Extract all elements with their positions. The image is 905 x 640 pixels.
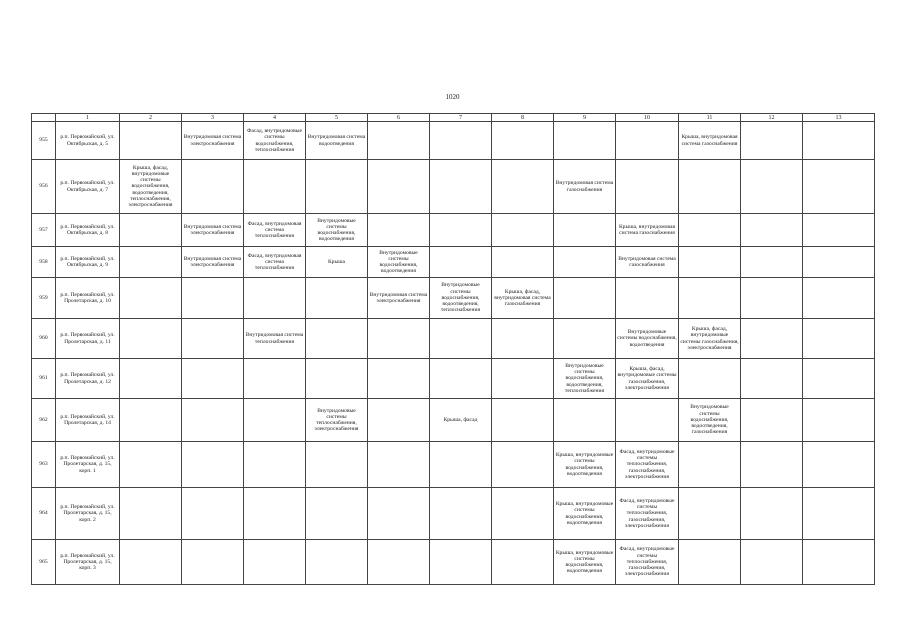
- work-cell: [741, 488, 803, 540]
- work-cell: [741, 399, 803, 442]
- work-cell: [803, 122, 875, 160]
- work-cell: [554, 319, 616, 359]
- work-cell: [741, 160, 803, 214]
- capital-repair-table: [31, 113, 875, 585]
- table-row: [32, 399, 875, 442]
- table-row: [32, 359, 875, 399]
- work-cell: [244, 442, 306, 488]
- work-cell: [120, 247, 182, 278]
- work-cell: Крыша, внутридомовые системы водоснабжения, водоотведения: [554, 540, 616, 585]
- work-cell: [120, 399, 182, 442]
- work-cell: [430, 122, 492, 160]
- work-cell: [368, 442, 430, 488]
- row-number: 958: [32, 247, 56, 278]
- work-cell: [120, 122, 182, 160]
- work-cell: [741, 442, 803, 488]
- work-cell: Внутридомовая система газоснабжения: [616, 247, 679, 278]
- work-cell: [616, 399, 679, 442]
- column-header: 10: [616, 114, 679, 122]
- work-cell: [306, 319, 368, 359]
- work-cell: [244, 540, 306, 585]
- table-row: [32, 540, 875, 585]
- work-cell: [120, 442, 182, 488]
- work-cell: [430, 214, 492, 247]
- work-cell: [492, 488, 554, 540]
- work-cell: [679, 214, 741, 247]
- work-cell: [430, 540, 492, 585]
- work-cell: [803, 399, 875, 442]
- work-cell: [368, 122, 430, 160]
- work-cell: [616, 278, 679, 319]
- work-cell: Внутридомовая система теплоснабжения: [244, 319, 306, 359]
- work-cell: Внутридомовые системы водоснабжения, водоотведения, теплоснабжения: [554, 359, 616, 399]
- work-cell: [741, 319, 803, 359]
- work-cell: [616, 160, 679, 214]
- row-number: 956: [32, 160, 56, 214]
- work-cell: [244, 359, 306, 399]
- work-cell: [430, 488, 492, 540]
- work-cell: [803, 319, 875, 359]
- work-cell: [120, 540, 182, 585]
- column-header: 12: [741, 114, 803, 122]
- work-cell: [554, 122, 616, 160]
- work-cell: [492, 359, 554, 399]
- work-cell: [368, 399, 430, 442]
- work-cell: Внутридомовые системы водоснабжения, водоотведения: [616, 319, 679, 359]
- work-cell: [741, 214, 803, 247]
- work-cell: [182, 160, 244, 214]
- work-cell: Фасад, внутридомовые системы водоснабжения, теплоснабжения: [244, 122, 306, 160]
- row-number: 959: [32, 278, 56, 319]
- column-header: 4: [244, 114, 306, 122]
- work-cell: [182, 540, 244, 585]
- column-header-row: [32, 114, 875, 122]
- address-cell: р.п. Первомайский, ул. Октябрьская, д. 8: [56, 214, 120, 247]
- table-row: [32, 278, 875, 319]
- work-cell: [182, 399, 244, 442]
- work-cell: [306, 359, 368, 399]
- work-cell: Внутридомовая система водоотведения: [306, 122, 368, 160]
- work-cell: Внутридомовые системы водоснабжения, водоотведения, теплоснабжения: [430, 278, 492, 319]
- work-cell: [803, 359, 875, 399]
- work-cell: [182, 442, 244, 488]
- work-cell: [554, 247, 616, 278]
- work-cell: [803, 214, 875, 247]
- work-cell: [679, 540, 741, 585]
- work-cell: [679, 488, 741, 540]
- work-cell: [616, 122, 679, 160]
- work-cell: [803, 247, 875, 278]
- work-cell: Крыша, фасад, внутридомовые системы водоснабжения, водоотведения, теплоснабжения, электроснабжения: [120, 160, 182, 214]
- column-header: 9: [554, 114, 616, 122]
- work-cell: [368, 319, 430, 359]
- work-cell: [803, 488, 875, 540]
- work-cell: [492, 540, 554, 585]
- work-cell: [430, 359, 492, 399]
- work-cell: [679, 442, 741, 488]
- row-number: 961: [32, 359, 56, 399]
- address-cell: р.п. Первомайский, ул. Пролетарская, д. 10: [56, 278, 120, 319]
- work-cell: [306, 160, 368, 214]
- column-header: 2: [120, 114, 182, 122]
- row-number: 960: [32, 319, 56, 359]
- work-cell: [244, 399, 306, 442]
- row-number: 955: [32, 122, 56, 160]
- address-cell: р.п. Первомайский, ул. Пролетарская, д. 15, корп. 1: [56, 442, 120, 488]
- work-cell: Внутридомовая система электроснабжения: [182, 214, 244, 247]
- work-cell: [368, 540, 430, 585]
- work-cell: [182, 488, 244, 540]
- work-cell: [120, 278, 182, 319]
- work-cell: [741, 247, 803, 278]
- work-cell: [803, 540, 875, 585]
- work-cell: [120, 488, 182, 540]
- table-row: [32, 122, 875, 160]
- work-cell: [306, 488, 368, 540]
- work-cell: [679, 278, 741, 319]
- work-cell: [368, 214, 430, 247]
- work-cell: [679, 160, 741, 214]
- work-cell: [492, 247, 554, 278]
- work-cell: [430, 319, 492, 359]
- work-cell: [492, 214, 554, 247]
- work-cell: [244, 160, 306, 214]
- work-cell: Внутридомовая система газоснабжения: [554, 160, 616, 214]
- work-cell: [492, 442, 554, 488]
- address-cell: р.п. Первомайский, ул. Пролетарская, д. 14: [56, 399, 120, 442]
- work-cell: [803, 278, 875, 319]
- address-cell: р.п. Первомайский, ул. Пролетарская, д. 15, корп. 2: [56, 488, 120, 540]
- work-cell: [182, 359, 244, 399]
- work-cell: [430, 247, 492, 278]
- work-cell: [741, 359, 803, 399]
- column-header: 5: [306, 114, 368, 122]
- work-cell: Крыша, внутридомовые системы водоснабжения, водоотведения: [554, 442, 616, 488]
- work-cell: [554, 214, 616, 247]
- work-cell: [306, 540, 368, 585]
- row-number: 957: [32, 214, 56, 247]
- work-cell: [120, 359, 182, 399]
- work-cell: [554, 399, 616, 442]
- work-cell: [741, 278, 803, 319]
- work-cell: Внутридомовая система электроснабжения: [182, 247, 244, 278]
- work-cell: [430, 160, 492, 214]
- work-cell: [306, 278, 368, 319]
- work-cell: Фасад, внутридомовые системы теплоснабжения, газоснабжения, электроснабжения: [616, 442, 679, 488]
- page-number: 1020: [445, 93, 460, 101]
- work-cell: [492, 160, 554, 214]
- work-cell: [554, 278, 616, 319]
- row-number: 962: [32, 399, 56, 442]
- work-cell: Крыша, фасад, внутридомовая система газоснабжения: [492, 278, 554, 319]
- address-cell: р.п. Первомайский, ул. Пролетарская, д. 11: [56, 319, 120, 359]
- column-header: 8: [492, 114, 554, 122]
- work-cell: [430, 442, 492, 488]
- work-cell: Крыша, внутридомовые системы водоснабжения, водоотведения: [554, 488, 616, 540]
- header-blank-cell: [32, 114, 56, 122]
- work-cell: [679, 359, 741, 399]
- work-cell: Фасад, внутридомовые системы теплоснабжения, газоснабжения, электроснабжения: [616, 488, 679, 540]
- table-row: [32, 488, 875, 540]
- work-cell: [679, 247, 741, 278]
- table-row: [32, 214, 875, 247]
- address-cell: р.п. Первомайский, ул. Пролетарская, д. 12: [56, 359, 120, 399]
- work-cell: [368, 488, 430, 540]
- column-header: 7: [430, 114, 492, 122]
- work-cell: [803, 442, 875, 488]
- table-row: [32, 247, 875, 278]
- work-cell: Крыша, внутридомовая система газоснабжения: [616, 214, 679, 247]
- column-header: 3: [182, 114, 244, 122]
- work-cell: [244, 488, 306, 540]
- address-cell: р.п. Первомайский, ул. Октябрьская, д. 7: [56, 160, 120, 214]
- work-cell: Внутридомовая система электроснабжения: [368, 278, 430, 319]
- work-cell: [803, 160, 875, 214]
- row-number: 964: [32, 488, 56, 540]
- work-cell: Внутридомовые системы теплоснабжения, электроснабжения: [306, 399, 368, 442]
- column-header: 13: [803, 114, 875, 122]
- work-cell: Крыша: [306, 247, 368, 278]
- work-cell: Фасад, внутридомовые системы теплоснабжения, газоснабжения, электроснабжения: [616, 540, 679, 585]
- work-cell: [492, 319, 554, 359]
- work-cell: Крыша, внутридомовая система газоснабжения: [679, 122, 741, 160]
- work-cell: [120, 214, 182, 247]
- address-cell: р.п. Первомайский, ул. Октябрьская, д. 9: [56, 247, 120, 278]
- work-cell: Внутридомовые системы водоснабжения, водоотведения: [306, 214, 368, 247]
- work-cell: [368, 160, 430, 214]
- row-number: 965: [32, 540, 56, 585]
- work-cell: Внутридомовая система электроснабжения: [182, 122, 244, 160]
- work-cell: Внутридомовые системы водоснабжения, водоотведения: [368, 247, 430, 278]
- work-cell: Фасад, внутридомовая система теплоснабжения: [244, 214, 306, 247]
- table-row: [32, 319, 875, 359]
- table-row: [32, 442, 875, 488]
- column-header: 6: [368, 114, 430, 122]
- column-header: 11: [679, 114, 741, 122]
- work-cell: [368, 359, 430, 399]
- address-cell: р.п. Первомайский, ул. Пролетарская, д. 15, корп. 3: [56, 540, 120, 585]
- work-cell: [182, 278, 244, 319]
- work-cell: [741, 540, 803, 585]
- work-cell: [492, 399, 554, 442]
- work-cell: [741, 122, 803, 160]
- work-cell: Крыша, фасад: [430, 399, 492, 442]
- work-cell: Крыша, фасад, внутридомовые системы газоснабжения, электроснабжения: [679, 319, 741, 359]
- work-cell: [492, 122, 554, 160]
- work-cell: Фасад, внутридомовая система теплоснабжения: [244, 247, 306, 278]
- row-number: 963: [32, 442, 56, 488]
- work-cell: Крыша, фасад, внутридомовые системы газоснабжения, электроснабжения: [616, 359, 679, 399]
- work-cell: [244, 278, 306, 319]
- address-cell: р.п. Первомайский, ул. Октябрьская, д. 5: [56, 122, 120, 160]
- work-cell: Внутридомовые системы водоснабжения, водоотведения, газоснабжения: [679, 399, 741, 442]
- column-header: 1: [56, 114, 120, 122]
- work-cell: [182, 319, 244, 359]
- work-cell: [306, 442, 368, 488]
- work-cell: [120, 319, 182, 359]
- table-row: [32, 160, 875, 214]
